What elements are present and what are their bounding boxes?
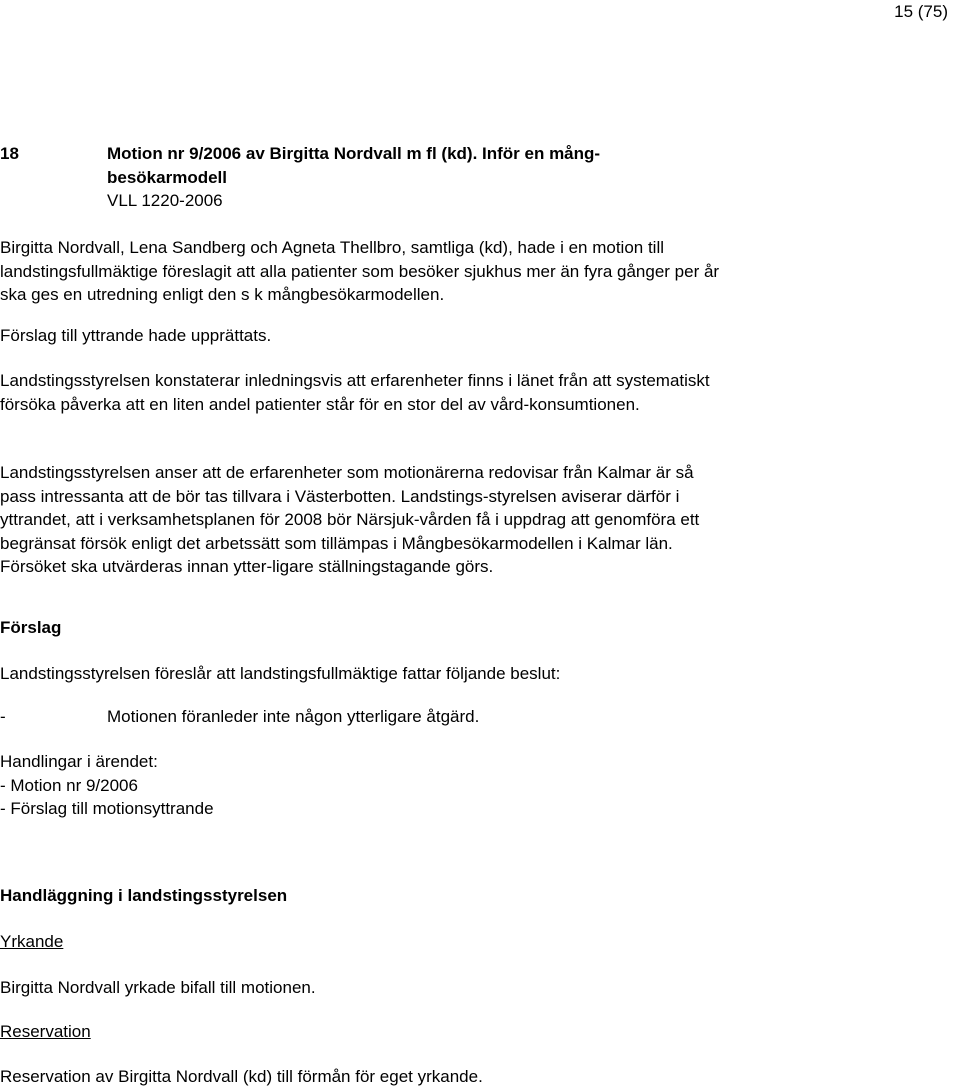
paragraph-proposal-prepared: Förslag till yttrande hade upprättats. xyxy=(0,326,272,345)
handling-heading: Handläggning i landstingsstyrelsen xyxy=(0,886,288,905)
paragraph-motion-summary: Birgitta Nordvall, Lena Sandberg och Agneta Thellbro, samtliga (kd), hade i en motion till landstingsfullmäktige föreslagit att alla patienter som besöker sjukhus mer än fyra gånger per år ska ges en utredning enligt den s k mångbesökarmodellen. xyxy=(0,238,720,304)
reservation-text: Reservation av Birgitta Nordvall (kd) till förmån för eget yrkande. xyxy=(0,1067,483,1086)
forslag-heading: Förslag xyxy=(0,618,62,637)
item-title-line2: besökarmodell xyxy=(107,167,227,187)
yrkande-text: Birgitta Nordvall yrkade bifall till motionen. xyxy=(0,978,316,997)
reservation-heading: Reservation xyxy=(0,1022,91,1041)
item-diary-number: VLL 1220-2006 xyxy=(107,191,223,210)
decision-dash: - xyxy=(0,707,6,726)
documents-heading: Handlingar i ärendet: xyxy=(0,752,158,771)
decision-text: Motionen föranleder inte någon ytterligare åtgärd. xyxy=(107,707,480,726)
paragraph-board-opinion: Landstingsstyrelsen anser att de erfarenheter som motionärerna redovisar från Kalmar är så pass intressanta att de bör tas tillvara i Västerbotten. Landstings-styrelsen aviserar därför i yttrandet, att i verksamhetsplanen för 2008 bör Närsjuk-vården få i uppdrag att genomföra ett begränsat försök enligt det arbetssätt som tillämpas i Mångbesökarmodellen i Kalmar län. Försöket ska utvärderas innan ytter-ligare ställningstagande görs. xyxy=(0,463,700,576)
documents-list xyxy=(0,750,214,821)
paragraph-board-findings: Landstingsstyrelsen konstaterar inledningsvis att erfarenheter finns i länet från att systematiskt försöka påverka att en liten andel patienter står för en stor del av vård-konsumtionen. xyxy=(0,371,710,414)
forslag-intro: Landstingsstyrelsen föreslår att landstingsfullmäktige fattar följande beslut: xyxy=(0,664,561,683)
item-title-line1: Motion nr 9/2006 av Birgitta Nordvall m fl (kd). Inför en mång- xyxy=(107,144,601,163)
documents-item: - Motion nr 9/2006 xyxy=(0,775,138,795)
item-header xyxy=(107,142,707,213)
documents-item: - Förslag till motionsyttrande xyxy=(0,799,214,818)
item-number: 18 xyxy=(0,144,19,163)
page-number: 15 (75) xyxy=(894,2,948,21)
yrkande-heading: Yrkande xyxy=(0,932,64,951)
